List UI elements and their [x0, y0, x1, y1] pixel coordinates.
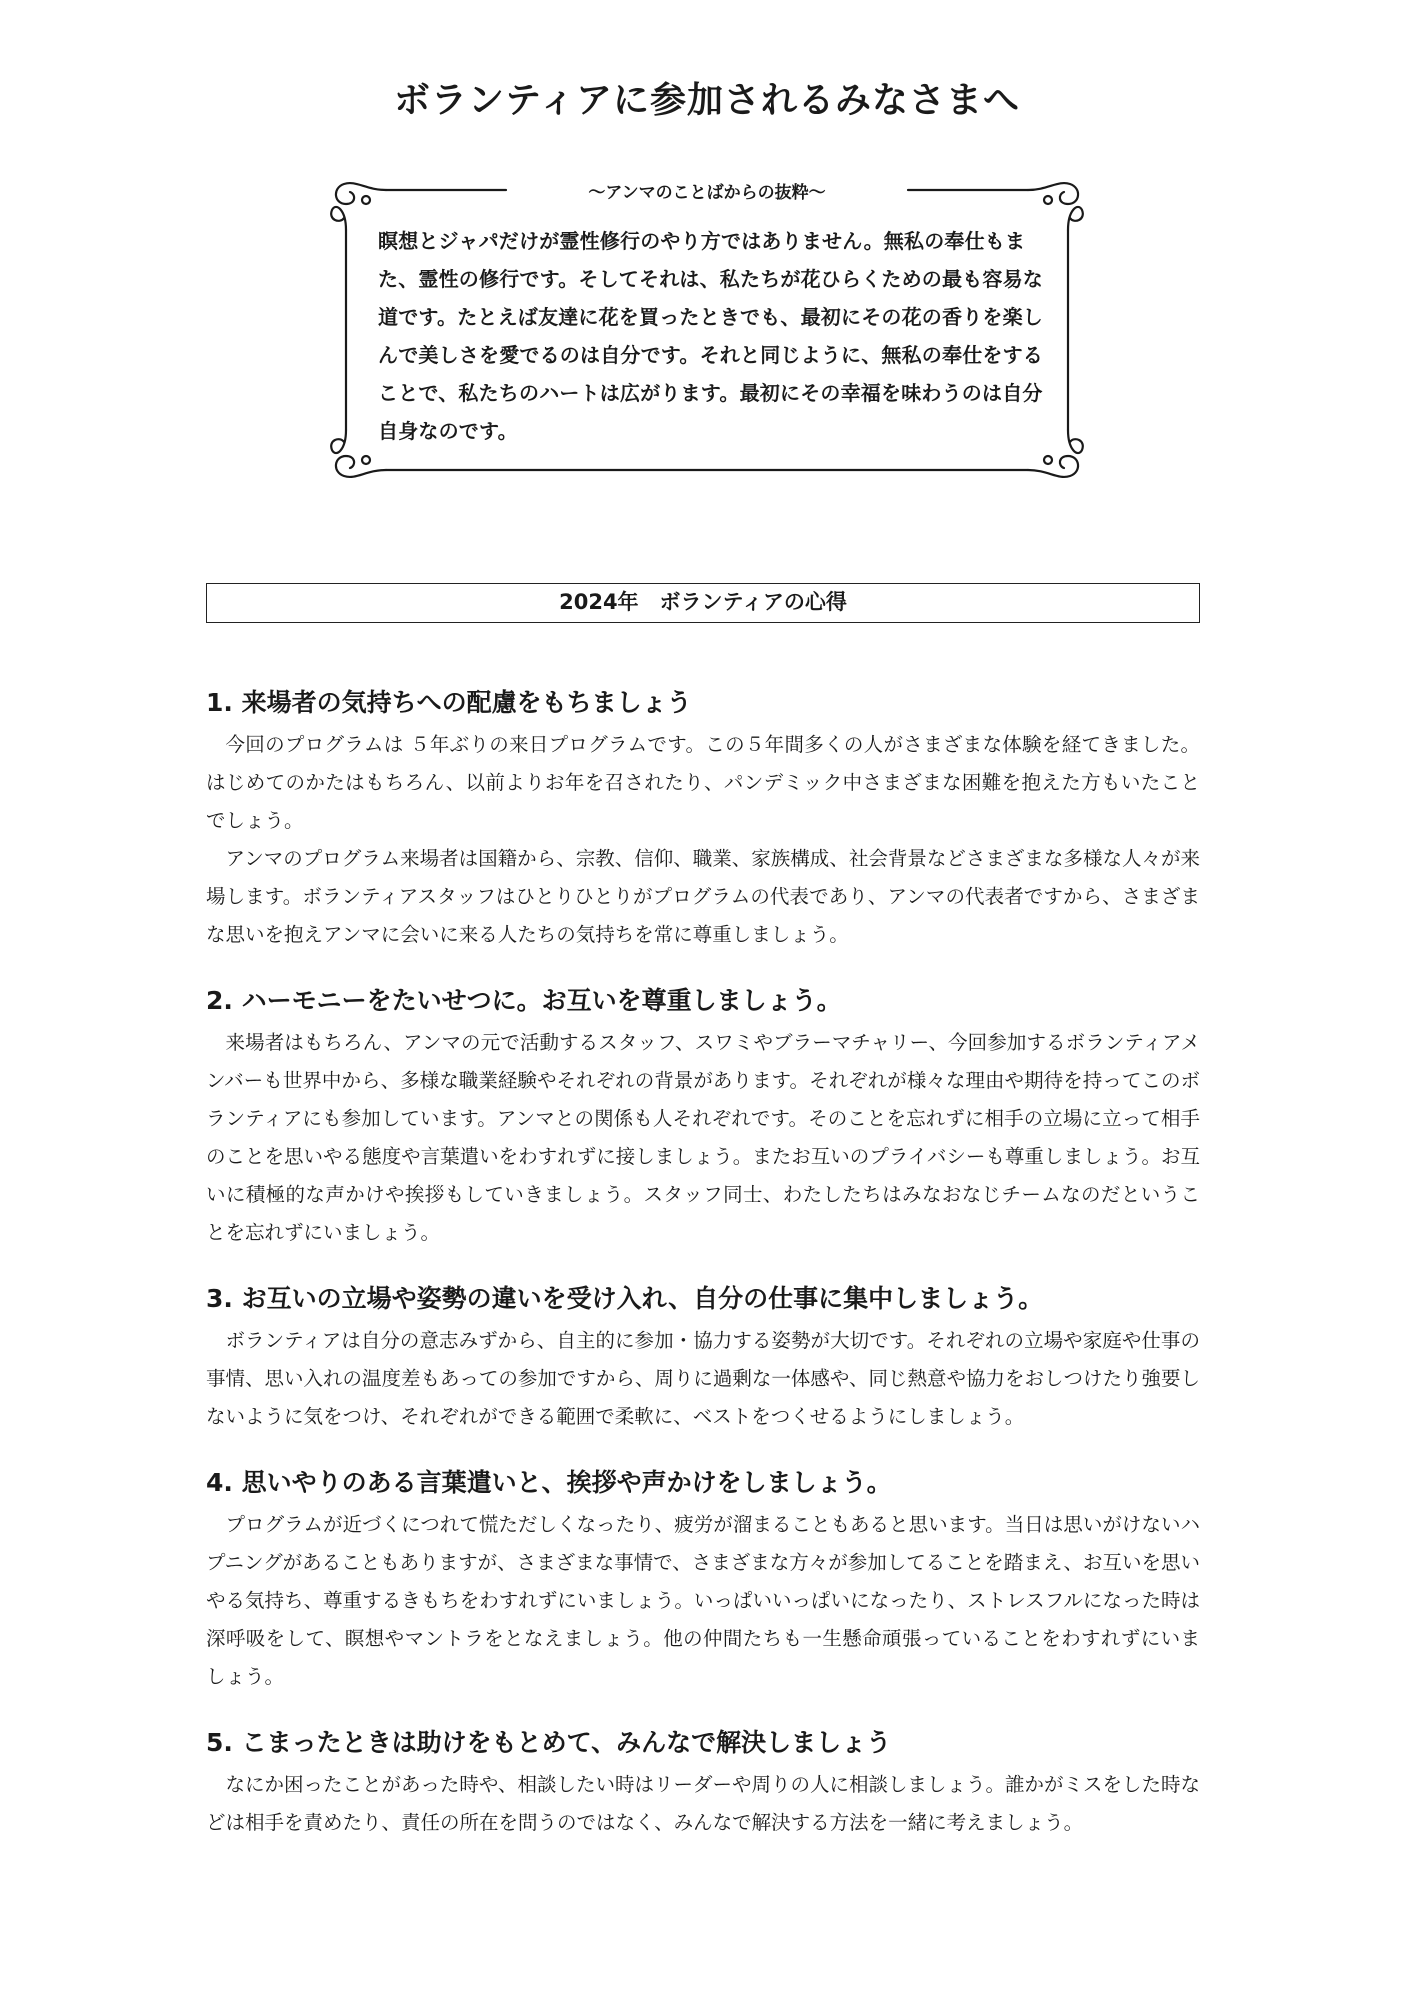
section-2 [206, 984, 1200, 1252]
section-3 [206, 1282, 1200, 1436]
section-paragraph: アンマのプログラム来場者は国籍から、宗教、信仰、職業、家族構成、社会背景などさまざまな多様な人々が来場します。ボランティアスタッフはひとりひとりがプログラムの代表であり、アンマの代表者ですから、さまざまな思いを抱えアンマに会いに来る人たちの気持ちを常に尊重しましょう。 [206, 847, 1200, 946]
section-heading: 1. 来場者の気持ちへの配慮をもちましょう [206, 688, 692, 717]
guidelines-title: 2024年 ボランティアの心得 [206, 583, 1200, 623]
section-paragraph: ボランティアは自分の意志みずから、自主的に参加・協力する姿勢が大切です。それぞれの立場や家庭や仕事の事情、思い入れの温度差もあっての参加ですから、周りに過剰な一体感や、同じ熱意や協力をおしつけたり強要しないように気をつけ、それぞれができる範囲で柔軟に、ベストをつくせるようにしましょう。 [206, 1329, 1200, 1428]
section-paragraph: 来場者はもちろん、アンマの元で活動するスタッフ、スワミやブラーマチャリー、今回参加するボランティアメンバーも世界中から、多様な職業経験やそれぞれの背景があります。それぞれが様々な理由や期待を持ってこのボランティアにも参加しています。アンマとの関係も人それぞれです。そのことを忘れずに相手の立場に立って相手のことを思いやる態度や言葉遣いをわすれずに接しましょう。またお互いのプライバシーも尊重しましょう。お互いに積極的な声かけや挨拶もしていきましょう。スタッフ同士、わたしたちはみなおなじチームなのだということを忘れずにいましょう。 [206, 1031, 1200, 1244]
section-heading: 4. 思いやりのある言葉遣いと、挨拶や声かけをしましょう。 [206, 1468, 892, 1497]
section-heading: 5. こまったときは助けをもとめて、みんなで解決しましょう [206, 1728, 892, 1757]
quote-frame [326, 170, 1088, 490]
page-title: ボランティアに参加されるみなさまへ [393, 80, 1021, 121]
guideline-sections [206, 686, 1200, 1872]
section-4 [206, 1466, 1200, 1696]
section-5 [206, 1726, 1200, 1842]
quote-text: 瞑想とジャパだけが霊性修行のやり方ではありません。無私の奉仕もまた、霊性の修行です。そしてそれは、私たちが花ひらくための最も容易な道です。たとえば友達に花を買ったときでも、最初にその花の香りを楽しんで美しさを愛でるのは自分です。それと同じように、無私の奉仕をすることで、私たちのハートは広がります。最初にその幸福を味わうのは自分自身なのです。 [378, 229, 1043, 443]
section-heading: 3. お互いの立場や姿勢の違いを受け入れ、自分の仕事に集中しましょう。 [206, 1284, 1044, 1313]
section-paragraph: プログラムが近づくにつれて慌ただしくなったり、疲労が溜まることもあると思います。当日は思いがけないハプニングがあることもありますが、さまざまな事情で、さまざまな方々が参加してることを踏まえ、お互いを思いやる気持ち、尊重するきもちをわすれずにいましょう。いっぱいいっぱいになったり、ストレスフルになった時は深呼吸をして、瞑想やマントラをとなえましょう。他の仲間たちも一生懸命頑張っていることをわすれずにいましょう。 [206, 1513, 1200, 1688]
section-paragraph: 今回のプログラムは ５年ぶりの来日プログラムです。この５年間多くの人がさまざまな体験を経てきました。はじめてのかたはもちろん、以前よりお年を召されたり、パンデミック中さまざまな困難を抱えた方もいたことでしょう。 [206, 733, 1200, 832]
section-1 [206, 686, 1200, 954]
quote-caption: ～アンマのことばからの抜粋～ [588, 183, 826, 203]
section-paragraph: なにか困ったことがあった時や、相談したい時はリーダーや周りの人に相談しましょう。誰かがミスをした時などは相手を責めたり、責任の所在を問うのではなく、みんなで解決する方法を一緒に考えましょう。 [206, 1773, 1200, 1834]
section-heading: 2. ハーモニーをたいせつに。お互いを尊重しましょう。 [206, 986, 842, 1015]
